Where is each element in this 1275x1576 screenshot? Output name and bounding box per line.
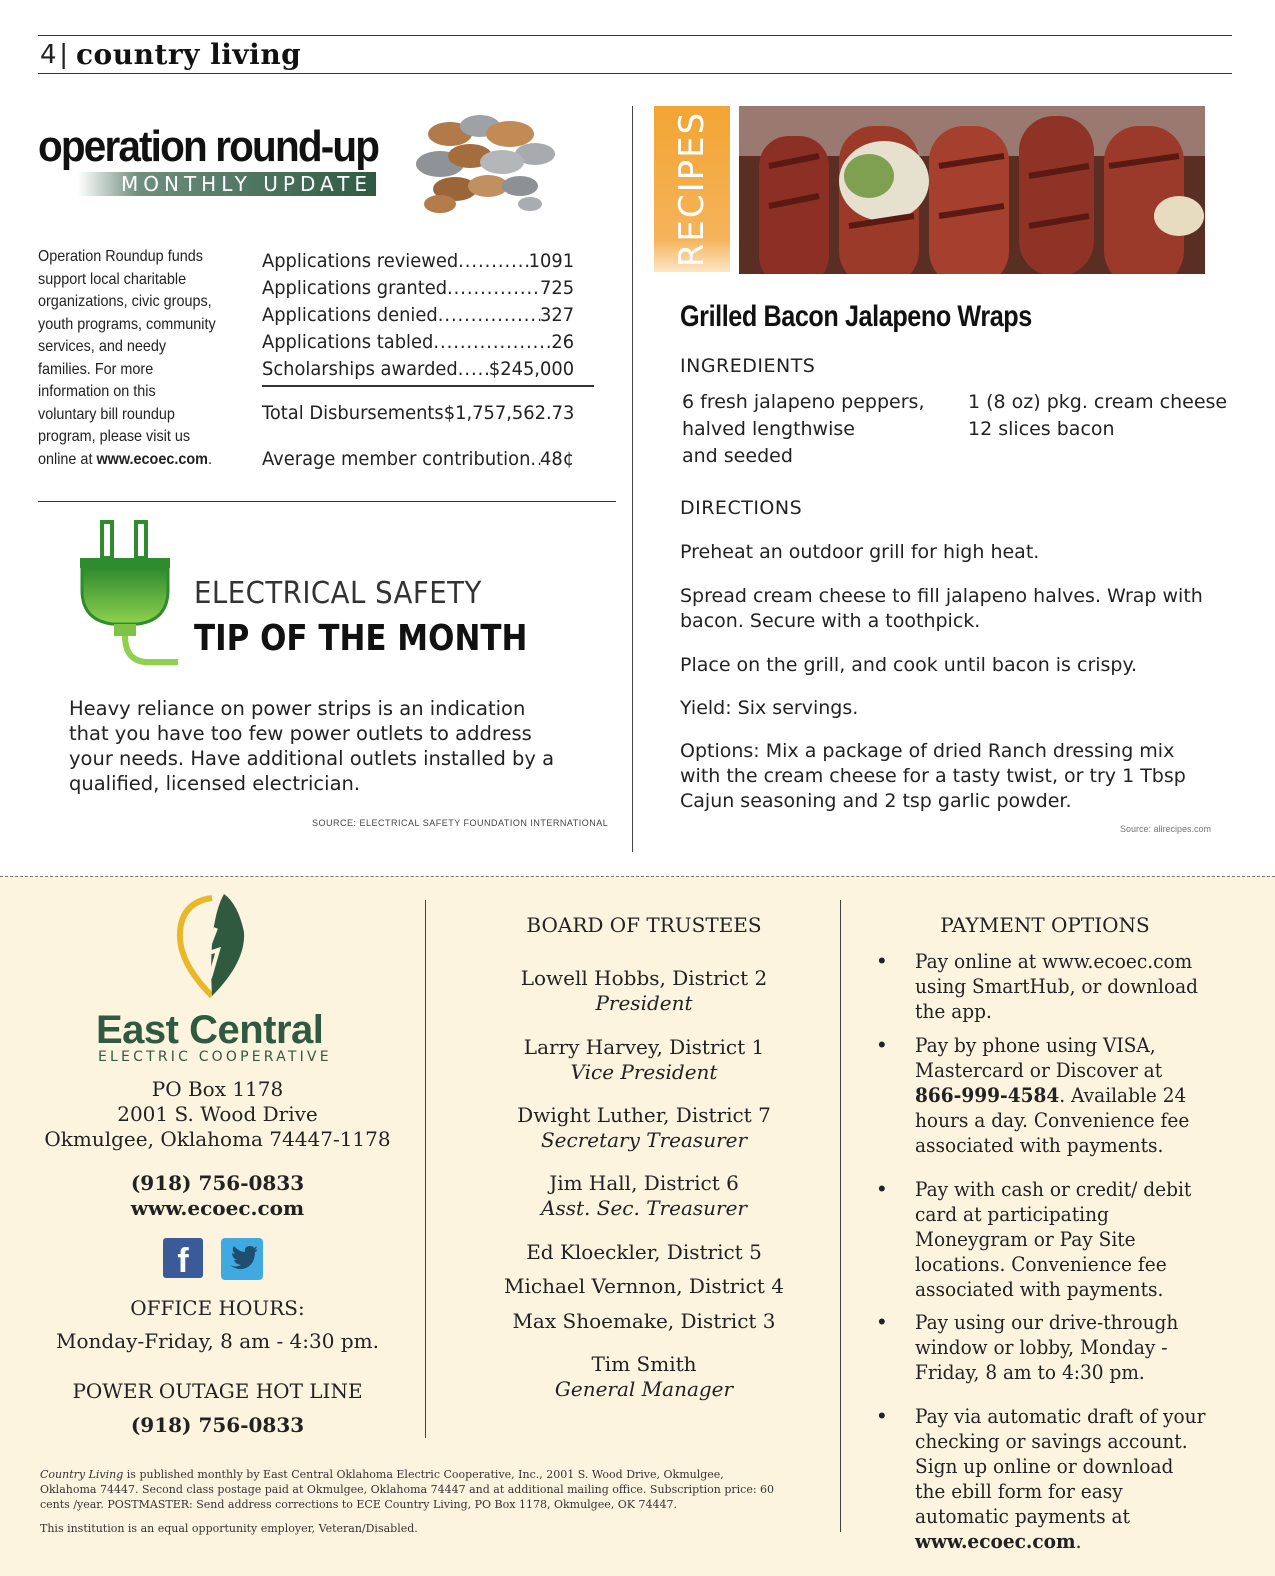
safety-heading-line1: ELECTRICAL SAFETY [194, 576, 482, 611]
roundup-description-text: Operation Roundup funds support local charitable organizations, civic groups, youth programs, community services, and needy families. For more information on this voluntary bill roundup program, please visit us online at [38, 248, 216, 468]
payment-option [915, 1033, 1210, 1158]
stats-divider [262, 385, 594, 387]
ingredients-right [968, 389, 1227, 443]
board-member-name: Max Shoemake, District 3 [512, 1309, 776, 1333]
recipe-title: Grilled Bacon Jalapeno Wraps [680, 300, 1032, 333]
stat-value: 1091 [528, 250, 575, 272]
bullet: • [878, 1176, 886, 1201]
stat-label: Total Disbursements [262, 402, 444, 424]
publication-name: Country Living [40, 1468, 124, 1481]
payment-option [915, 1310, 1210, 1385]
board-member-name: Michael Vernnon, District 4 [504, 1274, 784, 1298]
board-member-name: Tim Smith [591, 1352, 697, 1376]
office-hours-heading: OFFICE HOURS: [130, 1296, 305, 1320]
payment-phone: 866-999-4584 [915, 1084, 1060, 1107]
board-member-name: Ed Kloeckler, District 5 [526, 1240, 762, 1264]
direction-step: Options: Mix a package of dried Ranch dressing mix with the cream cheese for a tasty twist, or try 1 Tbsp Cajun seasoning and 2 tsp garlic powder. [680, 740, 1186, 812]
bullet: • [878, 1032, 886, 1057]
stat-label: Applications tabled [262, 331, 434, 353]
board-member-name: Dwight Luther, District 7 [517, 1103, 771, 1127]
safety-tip-text: Heavy reliance on power strips is an indication that you have too few power outlets to address your needs. Have additional outlets installed by a qualified, licensed electrician. [69, 697, 555, 795]
payment-heading: PAYMENT OPTIONS [940, 913, 1150, 937]
column-divider [632, 106, 633, 852]
stat-label: Applications granted [262, 277, 448, 299]
cooperative-website[interactable]: www.ecoec.com [130, 1196, 305, 1220]
power-plug-icon [70, 520, 180, 680]
board-member-name: Lowell Hobbs, District 2 [520, 966, 768, 990]
payment-option-text: . Available 24 hours a day. Convenience fee associated with payments. [915, 1084, 1190, 1157]
bullet: • [878, 948, 886, 973]
magazine-title: country living [76, 38, 302, 71]
ingredients-left [682, 389, 925, 470]
publication-text: is published monthly by East Central Oklahoma Electric Cooperative, Inc., 2001 S. Wood Drive, Okmulgee, Oklahoma 74447. Second class postage paid at Okmulgee, Oklahoma 74447 and at additional mailing office. Subscription price: 60 cents /year. POSTMASTER: Send address corrections to ECE Country Living, PO Box 1178, Okmulgee, OK 74447. [40, 1468, 775, 1511]
section-divider [38, 501, 616, 502]
page-number: 4 [40, 40, 57, 70]
board-member-name: Larry Harvey, District 1 [523, 1035, 765, 1059]
stat-label: Average member contribution [262, 448, 531, 470]
roundup-website-link[interactable]: www.ecoec.com [96, 450, 208, 468]
payment-option-text: Pay online at www.ecoec.com using SmartHub, or download the app. [915, 950, 1199, 1023]
board-member-name: Jim Hall, District 6 [549, 1171, 739, 1195]
payment-option-text: Pay via automatic draft of your checking or savings account. Sign up online or download the ebill form for easy automatic payments at [915, 1405, 1206, 1528]
board-member-role: Secretary Treasurer [540, 1128, 748, 1152]
facebook-icon[interactable]: f [163, 1238, 203, 1278]
ingredient-item: 12 slices bacon [968, 418, 1115, 440]
address-line: PO Box 1178 [151, 1077, 284, 1101]
ingredient-item: 1 (8 oz) pkg. cream cheese [968, 391, 1228, 413]
payment-option-text: Pay using our drive-through window or lobby, Monday - Friday, 8 am to 4:30 pm. [915, 1311, 1179, 1384]
direction-step: Place on the grill, and cook until bacon is crispy. [680, 654, 1138, 676]
total-row [262, 402, 574, 424]
stat-label: Applications reviewed [262, 250, 459, 272]
safety-heading-line2: TIP OF THE MONTH [194, 618, 528, 659]
outage-heading: POWER OUTAGE HOT LINE [72, 1379, 363, 1403]
board-heading: BOARD OF TRUSTEES [526, 913, 762, 937]
cooperative-logo-icon [172, 892, 252, 1000]
roundup-title: operation round-up [38, 122, 379, 171]
recipes-tab-label: RECIPES [672, 110, 713, 268]
bullet: • [878, 1309, 886, 1334]
payment-option [915, 1177, 1210, 1302]
ingredient-item: 6 fresh jalapeno peppers, [682, 391, 925, 413]
stat-row [262, 358, 574, 380]
cooperative-address [40, 1077, 395, 1152]
stat-value: $1,757,562.73 [443, 402, 575, 424]
payment-option [915, 1404, 1210, 1554]
stat-value: 725 [539, 277, 575, 299]
ingredient-item: and seeded [682, 445, 793, 467]
twitter-icon[interactable] [221, 1238, 263, 1280]
recipe-source: Source: allrecipes.com [1120, 824, 1212, 834]
direction-step: Preheat an outdoor grill for high heat. [680, 541, 1040, 563]
stat-value: 26 [551, 331, 575, 353]
cooperative-tagline: ELECTRIC COOPERATIVE [98, 1049, 332, 1065]
stat-row [262, 250, 574, 272]
safety-source: SOURCE: ELECTRICAL SAFETY FOUNDATION INTERNATIONAL [312, 818, 609, 828]
address-line: 2001 S. Wood Drive [117, 1102, 318, 1126]
header-separator: | [60, 38, 68, 69]
board-member-role: President [595, 991, 693, 1015]
bacon-wraps-photo [739, 106, 1205, 274]
roundup-subtitle: MONTHLY UPDATE [120, 172, 372, 196]
stat-label: Scholarships awarded [262, 358, 458, 380]
outage-phone: (918) 756-0833 [130, 1413, 305, 1437]
footer-divider [425, 900, 426, 1438]
publication-notice [40, 1467, 780, 1512]
direction-step: Yield: Six servings. [680, 697, 859, 719]
coins-image [410, 104, 560, 220]
stat-value: 48¢ [539, 448, 575, 470]
payment-option-text: Pay by phone using VISA, Mastercard or Discover at [915, 1034, 1163, 1082]
ingredients-heading: INGREDIENTS [680, 355, 816, 377]
board-member-role: Vice President [570, 1060, 718, 1084]
board-member-role: Asst. Sec. Treasurer [541, 1196, 747, 1220]
stat-label: Applications denied [262, 304, 438, 326]
payment-option-text: Pay with cash or credit/ debit card at participating Moneygram or Pay Site locations. Convenience fee associated with payments. [915, 1178, 1192, 1301]
payment-website-link[interactable]: www.ecoec.com [915, 1530, 1076, 1553]
payment-option-text: . [1075, 1530, 1082, 1553]
header-bottom-rule [38, 73, 1232, 74]
payment-option [915, 949, 1210, 1024]
address-line: Okmulgee, Oklahoma 74447-1178 [44, 1127, 391, 1151]
cooperative-name: East Central [96, 1008, 324, 1052]
average-row [262, 448, 574, 470]
directions-heading: DIRECTIONS [680, 497, 803, 519]
equal-opportunity-statement: This institution is an equal opportunity employer, Veteran/Disabled. [40, 1522, 418, 1535]
stat-value: $245,000 [488, 358, 575, 380]
stat-row [262, 331, 574, 353]
stat-value: 327 [539, 304, 575, 326]
header-top-rule [38, 35, 1232, 36]
board-member-role: General Manager [554, 1377, 734, 1401]
roundup-description [38, 246, 218, 471]
stat-row [262, 304, 574, 326]
direction-step: Spread cream cheese to fill jalapeno halves. Wrap with bacon. Secure with a toothpick. [680, 585, 1203, 632]
office-hours: Monday-Friday, 8 am - 4:30 pm. [56, 1329, 379, 1353]
bullet: • [878, 1403, 886, 1428]
stat-row [262, 277, 574, 299]
recipes-tab-label-wrap [654, 106, 730, 272]
ingredient-item: halved lengthwise [682, 418, 855, 440]
roundup-description-suffix: . [207, 450, 212, 468]
cooperative-phone: (918) 756-0833 [130, 1171, 305, 1195]
